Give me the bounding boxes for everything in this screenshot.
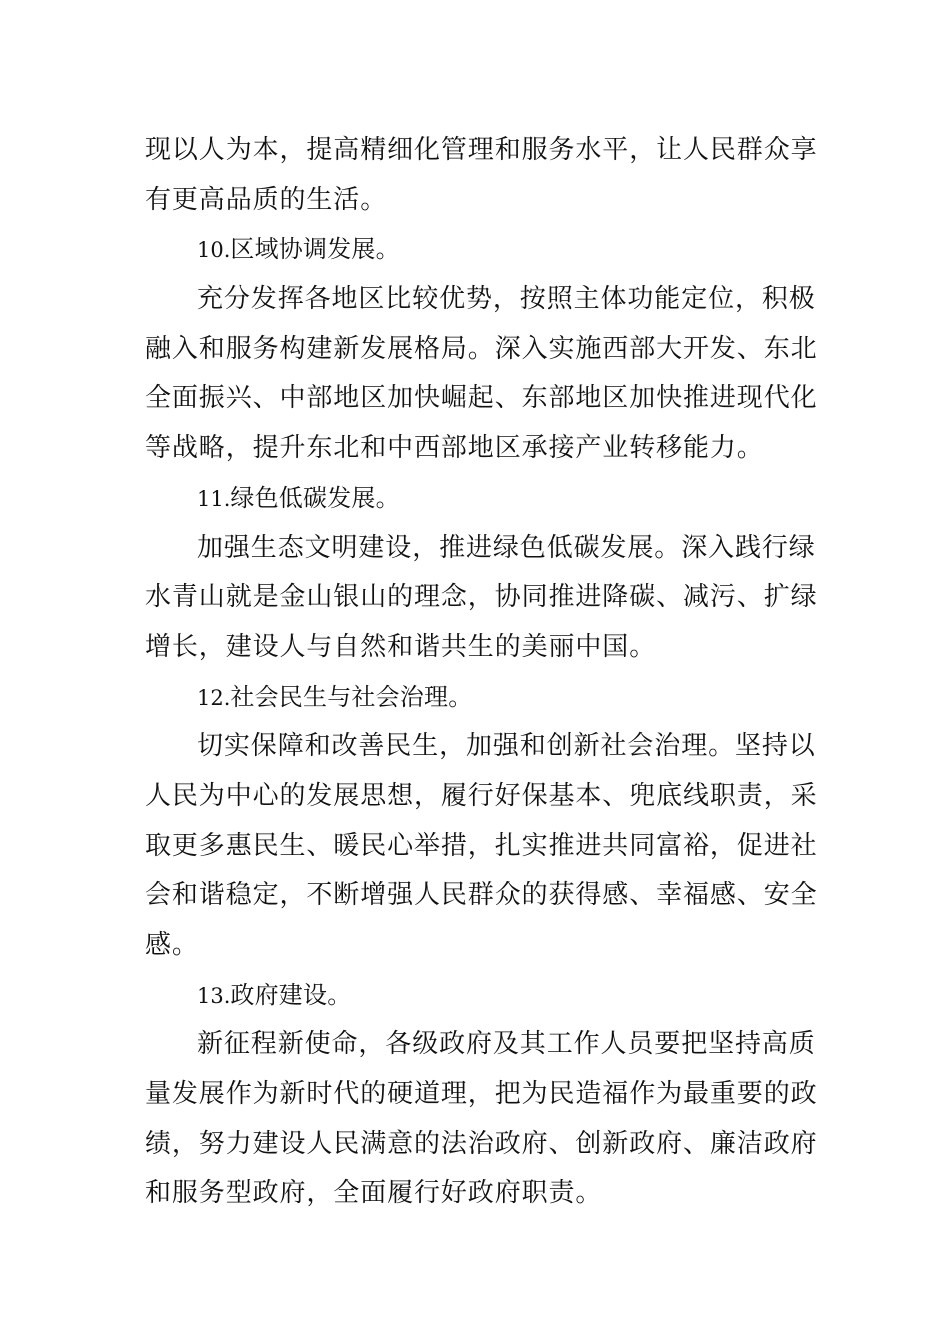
paragraph-line: 绩，努力建设人民满意的法治政府、创新政府、廉洁政府	[145, 1128, 818, 1159]
paragraph-line: 切实保障和改善民生，加强和创新社会治理。坚持以	[197, 731, 816, 762]
paragraph-line: 会和谐稳定，不断增强人民群众的获得感、幸福感、安全	[145, 880, 818, 911]
paragraph-line: 加强生态文明建设，推进绿色低碳发展。深入践行绿	[197, 532, 816, 563]
paragraph-line: 有更高品质的生活。	[145, 184, 388, 215]
paragraph-line: 新征程新使命，各级政府及其工作人员要把坚持高质	[197, 1029, 816, 1060]
section-number: 10.	[197, 238, 231, 263]
paragraph-line: 充分发挥各地区比较优势，按照主体功能定位，积极	[197, 284, 816, 315]
section-number: 12.	[197, 685, 231, 710]
paragraph-line: 人民为中心的发展思想，履行好保基本、兜底线职责，采	[145, 780, 818, 811]
paragraph-line: 取更多惠民生、暖民心举措，扎实推进共同富裕，促进社	[145, 830, 818, 861]
document-body	[145, 126, 818, 1219]
paragraph-line: 和服务型政府，全面履行好政府职责。	[145, 1178, 603, 1209]
section-heading-13	[145, 971, 809, 1021]
section-number: 11.	[197, 486, 231, 511]
paragraph-line: 感。	[145, 930, 199, 960]
section-title: 政府建设。	[230, 980, 352, 1009]
section-number: 13.	[197, 983, 231, 1008]
section-heading-12	[145, 673, 809, 723]
paragraph-line: 水青山就是金山银山的理念，协同推进降碳、减污、扩绿	[145, 582, 818, 613]
paragraph-line: 现以人为本，提高精细化管理和服务水平，让人民群众享	[145, 135, 818, 165]
section-title: 绿色低碳发展。	[230, 483, 400, 512]
paragraph-line: 全面振兴、中部地区加快崛起、东部地区加快推进现代化	[145, 383, 818, 414]
section-title: 社会民生与社会治理。	[230, 682, 473, 711]
paragraph-line: 量发展作为新时代的硬道理，把为民造福作为最重要的政	[145, 1079, 818, 1110]
paragraph-line: 融入和服务构建新发展格局。深入实施西部大开发、东北	[145, 333, 818, 364]
section-heading-10	[145, 225, 809, 275]
paragraph-line: 增长，建设人与自然和谐共生的美丽中国。	[145, 631, 657, 662]
section-heading-11	[145, 474, 809, 524]
section-title: 区域协调发展。	[230, 235, 400, 264]
paragraph-line: 等战略，提升东北和中西部地区承接产业转移能力。	[145, 433, 764, 464]
